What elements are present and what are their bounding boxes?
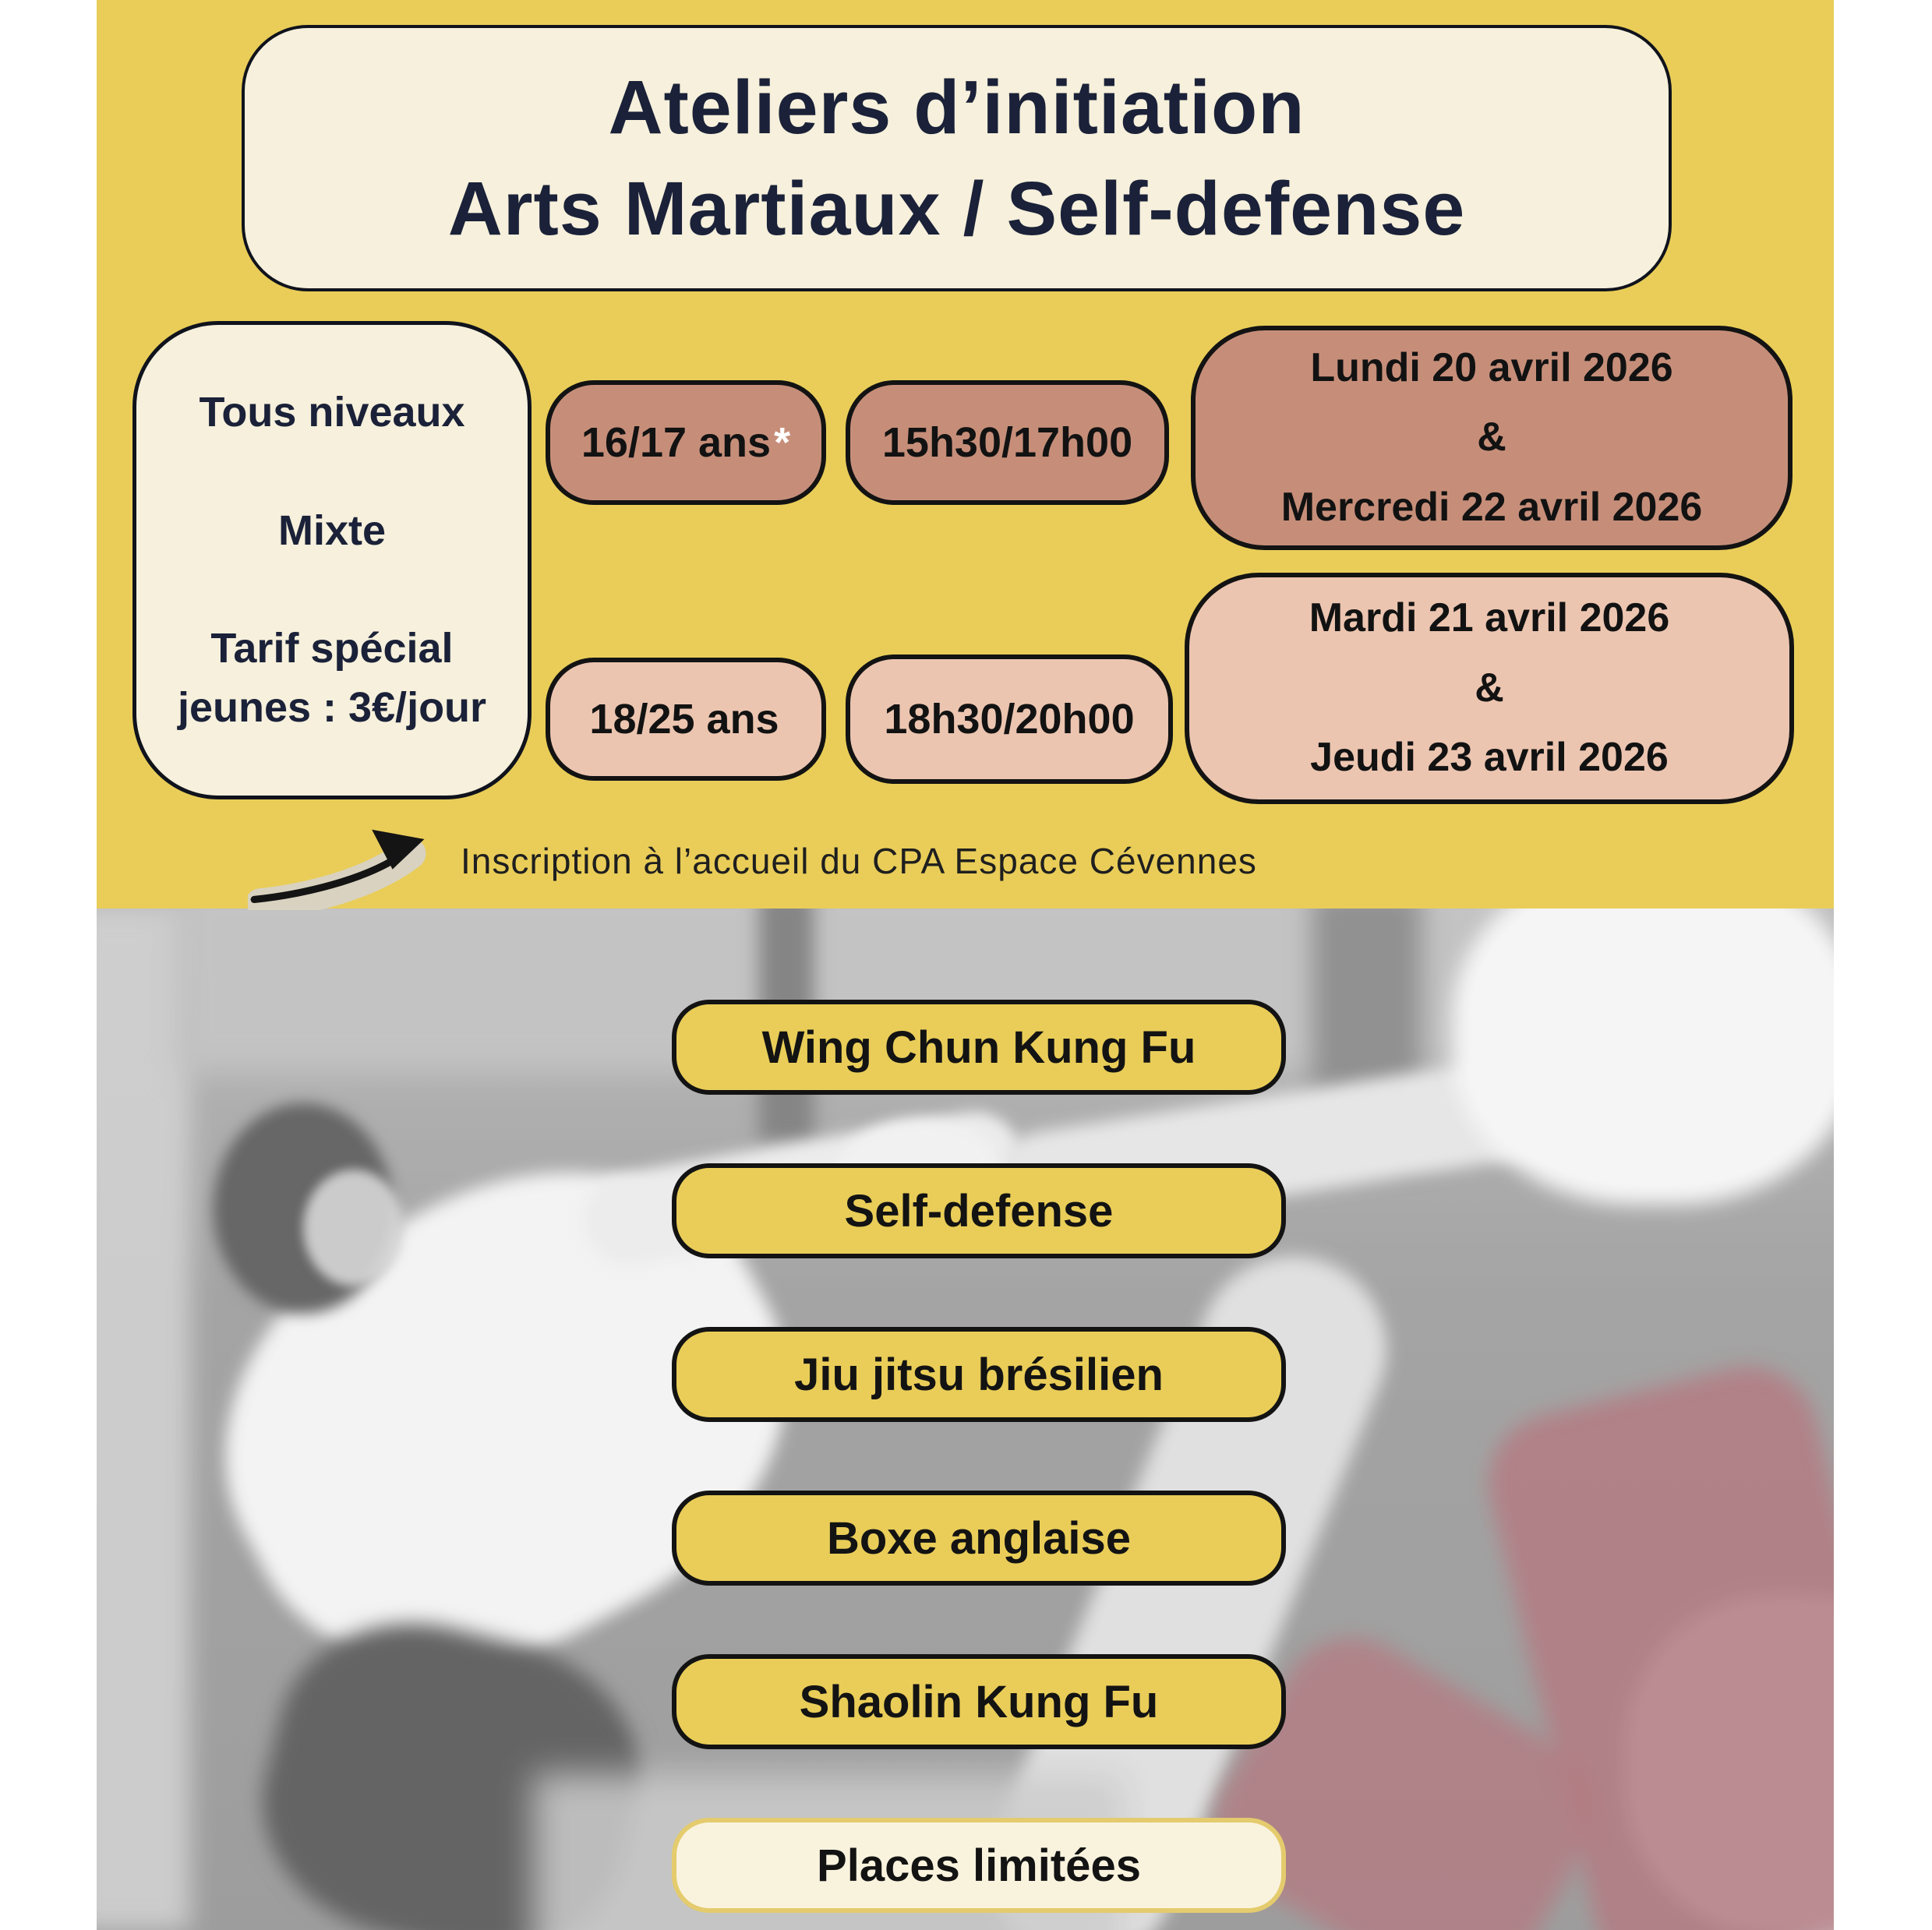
info-box	[132, 321, 532, 799]
ampersand: &	[1477, 415, 1506, 460]
discipline-label: Boxe anglaise	[826, 1512, 1132, 1564]
date-line: Mercredi 22 avril 2026	[1280, 484, 1703, 530]
time-pill-label: 15h30/17h00	[881, 419, 1133, 466]
poster-title-line2: Arts Martiaux / Self-defense	[447, 166, 1466, 251]
age-pill-16-17	[546, 380, 826, 505]
age-pill-18-25	[546, 658, 826, 781]
info-mixed: Mixte	[277, 506, 387, 554]
ampersand: &	[1475, 665, 1504, 711]
info-special-rate-line2: jeunes : 3€/jour	[177, 683, 487, 731]
discipline-pill-self-defense	[672, 1163, 1286, 1258]
age-pill-label: 16/17 ans	[581, 419, 772, 466]
discipline-pill-boxe-anglaise	[672, 1491, 1286, 1586]
time-pill-15h30-17h00	[846, 380, 1169, 505]
info-special-rate-line1: Tarif spécial	[210, 625, 454, 672]
discipline-pill-wing-chun-kung-fu	[672, 1000, 1286, 1095]
footnote-asterisk: *	[774, 419, 791, 466]
date-line: Lundi 20 avril 2026	[1310, 344, 1673, 390]
time-pill-18h30-20h00	[846, 655, 1173, 784]
date-box-tuesday-thursday	[1185, 573, 1794, 804]
discipline-pill-shaolin-kung-fu	[672, 1654, 1286, 1749]
registration-row	[248, 810, 1651, 912]
discipline-label: Self-defense	[844, 1185, 1114, 1237]
date-box-monday-wednesday	[1191, 326, 1792, 550]
time-pill-label: 18h30/20h00	[884, 696, 1135, 743]
arrow-right-icon	[248, 813, 447, 910]
places-limitees-badge	[672, 1818, 1286, 1913]
title-box	[242, 25, 1672, 291]
age-pill-label: 18/25 ans	[589, 696, 779, 743]
registration-text: Inscription à l’accueil du CPA Espace Cévennes	[461, 841, 1257, 881]
poster-title-line1: Ateliers d’initiation	[608, 65, 1305, 150]
date-line: Mardi 21 avril 2026	[1309, 595, 1670, 641]
discipline-label: Wing Chun Kung Fu	[761, 1021, 1196, 1073]
discipline-pill-jiu-jitsu-bresilien	[672, 1327, 1286, 1422]
discipline-label: Shaolin Kung Fu	[799, 1676, 1159, 1727]
info-all-levels: Tous niveaux	[199, 389, 465, 436]
places-limitees-label: Places limitées	[817, 1840, 1141, 1891]
discipline-label: Jiu jitsu brésilien	[794, 1349, 1164, 1400]
date-line: Jeudi 23 avril 2026	[1310, 735, 1669, 781]
